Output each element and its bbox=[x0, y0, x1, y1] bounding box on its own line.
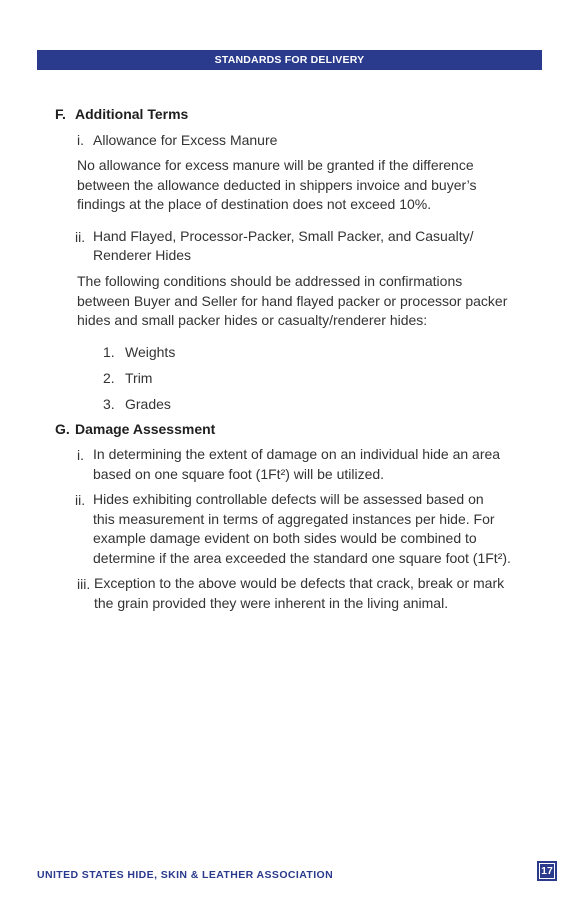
item-g-iii-number: iii. bbox=[77, 576, 91, 592]
list-item-weights: Weights bbox=[125, 344, 176, 360]
item-g-ii-number: ii. bbox=[75, 492, 86, 508]
list-item-grades: Grades bbox=[125, 396, 171, 412]
list-item-trim: Trim bbox=[125, 370, 153, 386]
paragraph-line: findings at the place of destination does not exceed 10%. bbox=[77, 196, 432, 212]
item-g-i-number: i. bbox=[77, 447, 84, 463]
item-f-i-paragraph bbox=[77, 156, 477, 215]
header-bar bbox=[37, 50, 542, 70]
item-g-i-paragraph bbox=[93, 445, 500, 484]
paragraph-line: Exception to the above would be defects that crack, break or mark bbox=[94, 575, 505, 591]
paragraph-line: example damage evident on both sides would be combined to bbox=[93, 530, 477, 546]
list-item-number: 2. bbox=[103, 370, 115, 386]
paragraph-line: The following conditions should be addressed in confirmations bbox=[77, 273, 463, 289]
item-f-ii-title bbox=[93, 227, 474, 265]
title-line: Renderer Hides bbox=[93, 247, 192, 263]
paragraph-line: between Buyer and Seller for hand flayed packer or processor packer bbox=[77, 292, 508, 309]
title-line: Hand Flayed, Processor-Packer, Small Packer, and Casualty/ bbox=[93, 228, 474, 244]
section-f-title: Additional Terms bbox=[75, 106, 189, 122]
paragraph-line: the grain provided they were inherent in the living animal. bbox=[94, 594, 449, 611]
item-f-i-title: Allowance for Excess Manure bbox=[93, 132, 278, 148]
list-item-number: 3. bbox=[103, 396, 115, 412]
item-f-i-number: i. bbox=[77, 132, 84, 148]
header-title: STANDARDS FOR DELIVERY bbox=[214, 54, 365, 66]
paragraph-line: Hides exhibiting controllable defects will be assessed based on bbox=[93, 491, 484, 507]
paragraph-line: No allowance for excess manure will be granted if the difference bbox=[77, 157, 474, 173]
section-g-letter: G. bbox=[55, 421, 70, 437]
item-g-ii-paragraph bbox=[93, 490, 511, 568]
paragraph-line: In determining the extent of damage on an individual hide an area bbox=[93, 446, 501, 462]
section-g-title: Damage Assessment bbox=[75, 421, 216, 437]
item-f-ii-paragraph bbox=[77, 272, 507, 331]
item-f-ii-number: ii. bbox=[75, 229, 86, 245]
item-g-iii-paragraph bbox=[94, 574, 504, 613]
list-item-number: 1. bbox=[103, 344, 115, 360]
paragraph-line: this measurement in terms of aggregated instances per hide. For bbox=[93, 510, 495, 527]
paragraph-line: based on one square foot (1Ft²) will be utilized. bbox=[93, 465, 385, 482]
page-number: 17 bbox=[541, 865, 553, 877]
paragraph-line: determine if the area exceeded the standard one square foot (1Ft²). bbox=[93, 549, 511, 566]
page-number-box bbox=[537, 861, 557, 881]
paragraph-line: hides and small packer hides or casualty/renderer hides: bbox=[77, 312, 428, 328]
footer-organization: UNITED STATES HIDE, SKIN & LEATHER ASSOCIATION bbox=[37, 869, 334, 881]
paragraph-line: between the allowance deducted in shippers invoice and buyer’s bbox=[77, 176, 477, 193]
section-f-letter: F. bbox=[55, 106, 66, 122]
